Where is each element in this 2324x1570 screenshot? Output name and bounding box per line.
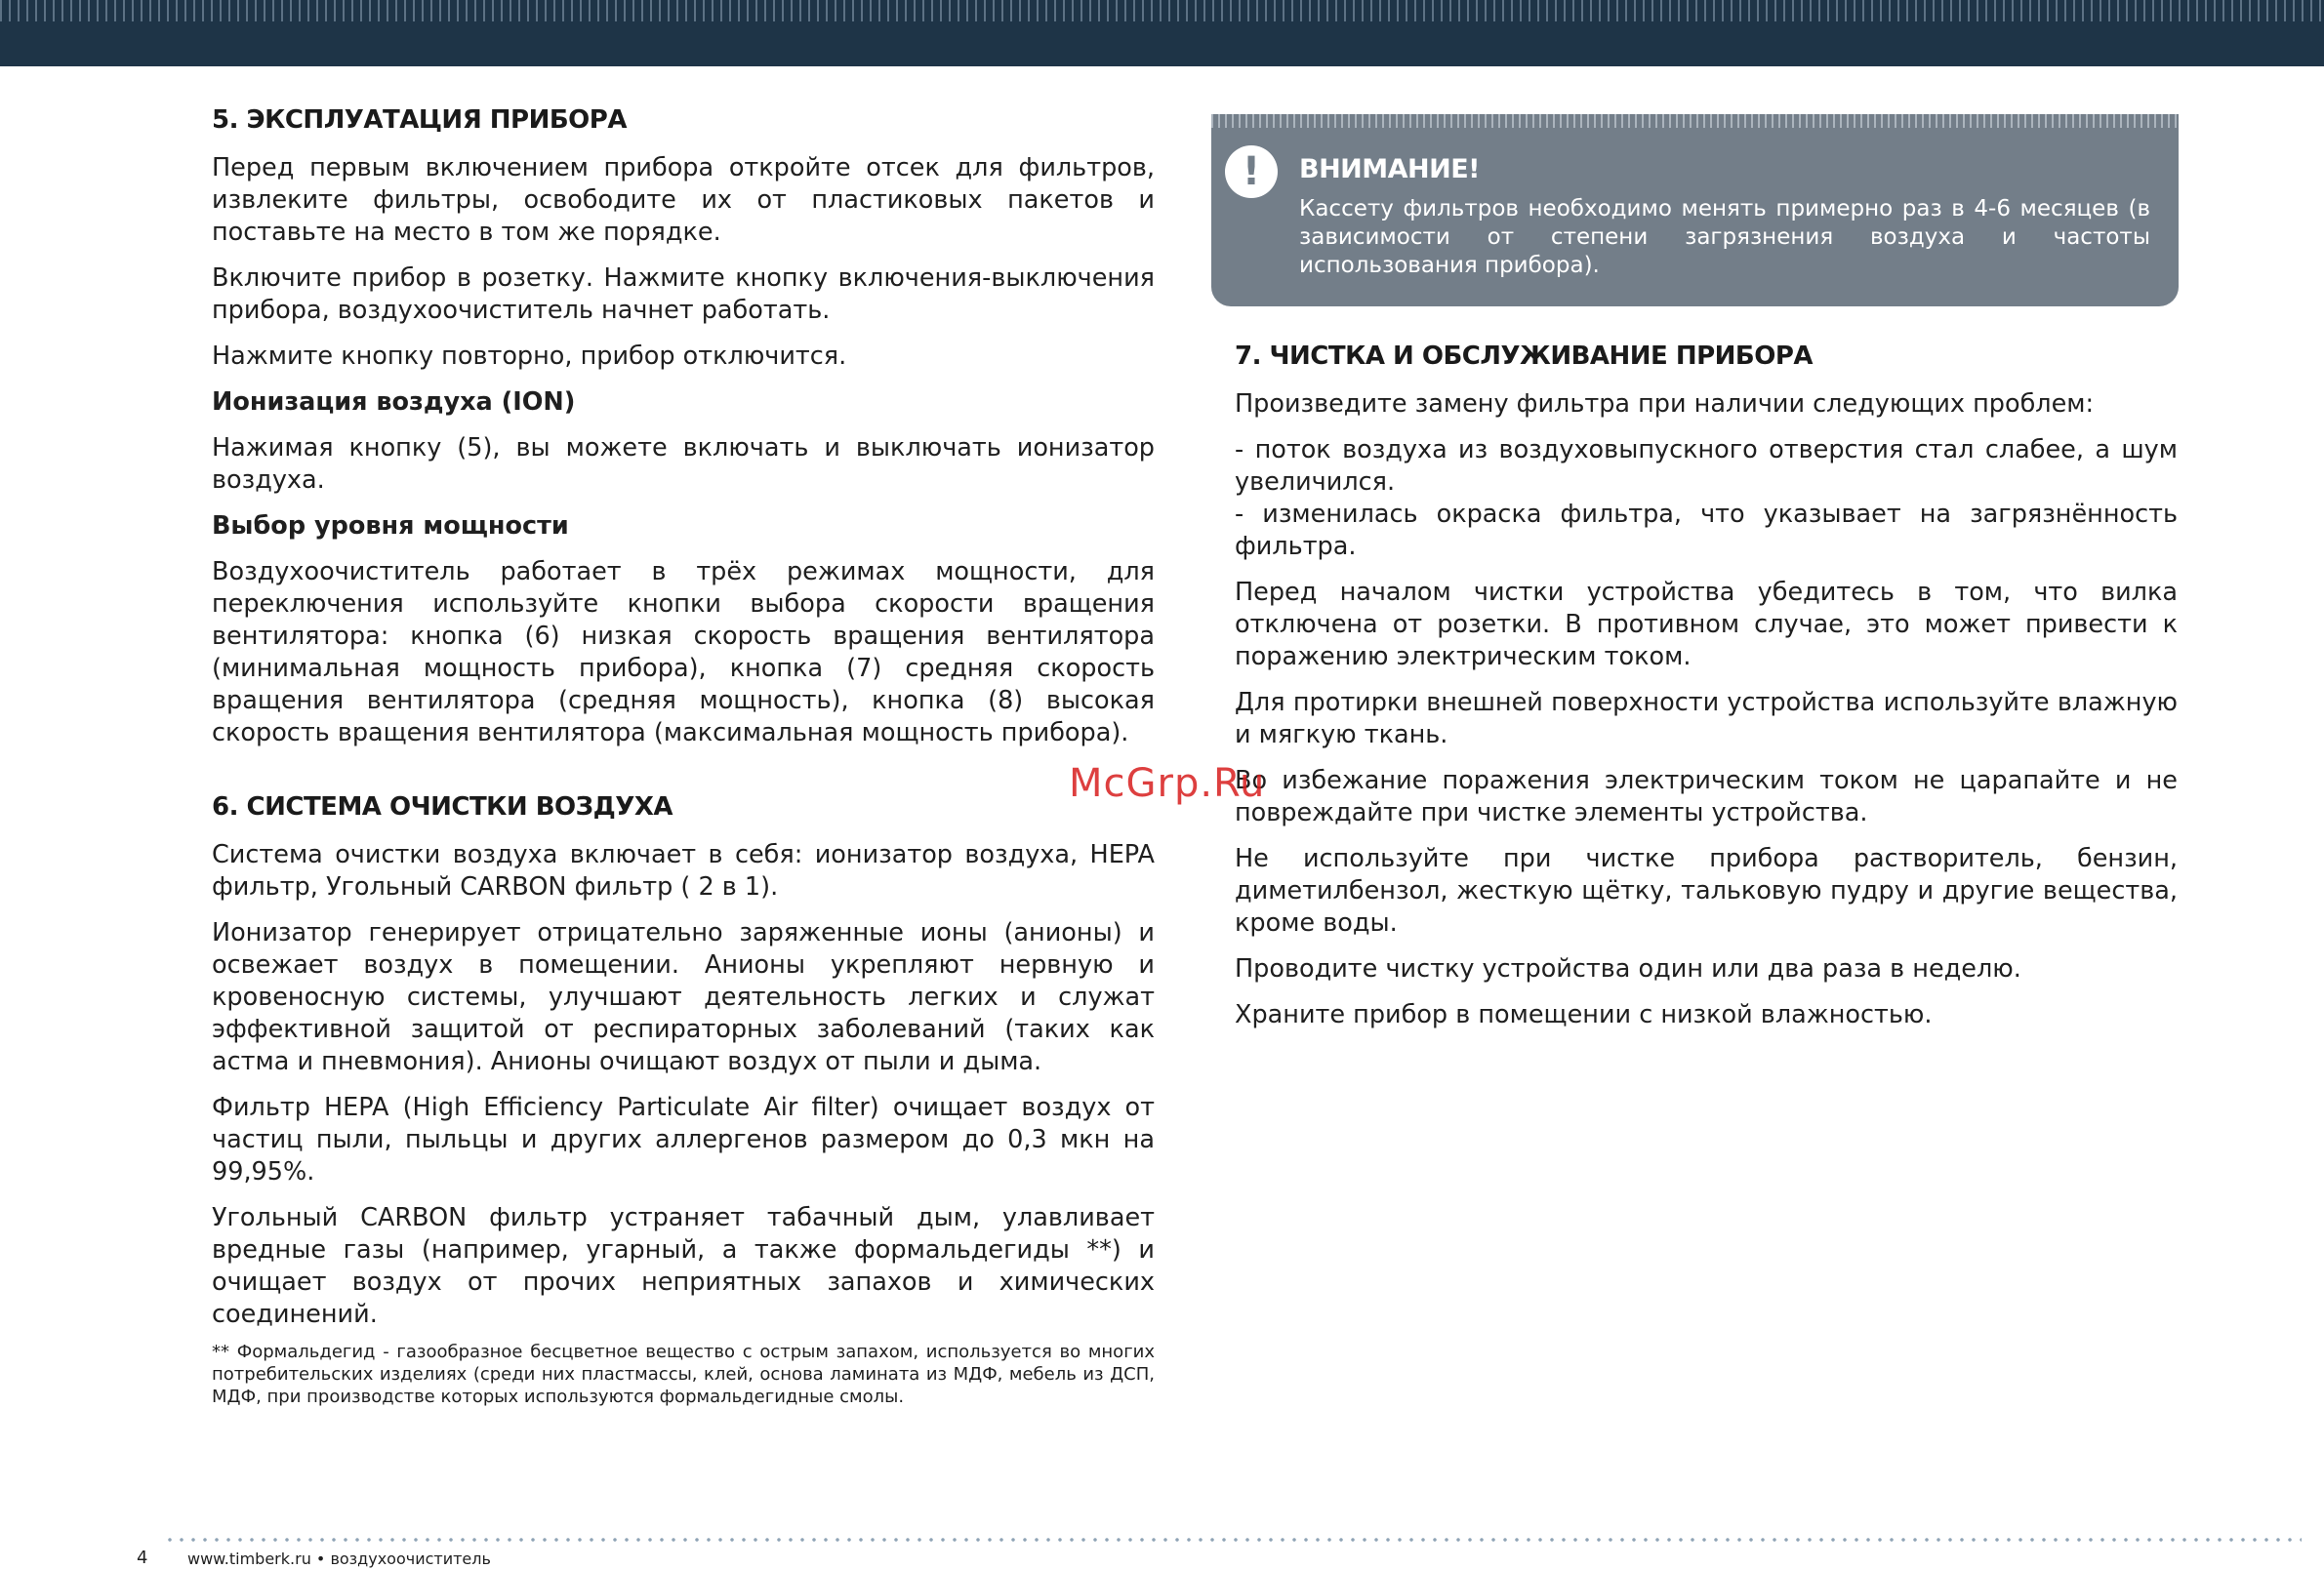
section-7-bullet-2: - изменилась окраска фильтра, что указывает на загрязнённость фильтра. bbox=[1235, 500, 2178, 561]
section-5-paragraph-3: Нажмите кнопку повторно, прибор отключится. bbox=[212, 342, 847, 371]
section-7-paragraph-3: Перед началом чистки устройства убедитесь в том, что вилка отключена от розетки. В противном случае, это может привести к поражению электрическим током. bbox=[1235, 578, 2178, 671]
section-5-paragraph-2: Включите прибор в розетку. Нажмите кнопку включения-выключения прибора, воздухоочиститель начнет работать. bbox=[212, 263, 1155, 325]
section-6-paragraph-3: Фильтр HEPA (High Efficiency Particulate Air filter) очищает воздух от частиц пыли, пыльцы и других аллергенов размером до 0,3 мкн на 99,95%. bbox=[212, 1093, 1155, 1187]
footnote: ** Формальдегид - газообразное бесцветное вещество с острым запахом, используется во многих потребительских изделиях (среди них пластмассы, клей, основа ламината из МДФ, мебель из ДСП, МДФ, при производстве которых используются формальдегидные смолы. bbox=[212, 1342, 1155, 1407]
section-7-paragraph-5: Во избежание поражения электрическим током не царапайте и не повреждайте при чистке элементы устройства. bbox=[1235, 766, 2178, 827]
section-6-paragraph-4: Угольный CARBON фильтр устраняет табачный дым, улавливает вредные газы (например, угарный, а также формальдегиды **) и очищает воздух от прочих неприятных запахов и химических соединений. bbox=[212, 1203, 1155, 1329]
power-paragraph: Воздухоочиститель работает в трёх режимах мощности, для переключения используйте кнопки выбора скорости вращения вентилятора: кнопка (6) низкая скорость вращения вентилятора (минимальная мощность прибора), кнопка (7) средняя скорость вращения вентилятора (средняя мощность), кнопка (8) высокая скорость вращения вентилятора (максимальная мощность прибора). bbox=[212, 557, 1155, 747]
power-subtitle: Выбор уровня мощности bbox=[212, 511, 569, 541]
section-6-title: 6. СИСТЕМА ОЧИСТКИ ВОЗДУХА bbox=[212, 792, 673, 822]
notice-text: Кассету фильтров необходимо менять примерно раз в 4-6 месяцев (в зависимости от степени загрязнения воздуха и частоты использования прибора). bbox=[1299, 196, 2150, 278]
warning-notice-box bbox=[1211, 114, 2179, 306]
footer-site-link[interactable]: www.timberk.ru • воздухоочиститель bbox=[187, 1550, 491, 1568]
left-column bbox=[212, 105, 1155, 1408]
section-5-title: 5. ЭКСПЛУАТАЦИЯ ПРИБОРА bbox=[212, 105, 627, 135]
section-7-paragraph-6: Не используйте при чистке прибора растворитель, бензин, диметилбензол, жесткую щётку, тальковую пудру и другие вещества, кроме воды. bbox=[1235, 844, 2178, 938]
section-7-title: 7. ЧИСТКА И ОБСЛУЖИВАНИЕ ПРИБОРА bbox=[1235, 342, 1814, 371]
ion-subtitle: Ионизация воздуха (ION) bbox=[212, 387, 576, 417]
section-7-paragraph-4: Для протирки внешней поверхности устройства используйте влажную и мягкую ткань. bbox=[1235, 688, 2178, 749]
section-7-paragraph-1: Произведите замену фильтра при наличии следующих проблем: bbox=[1235, 389, 2095, 419]
section-6-paragraph-1: Система очистки воздуха включает в себя: ионизатор воздуха, HEPA фильтр, Угольный CARBON фильтр ( 2 в 1). bbox=[212, 840, 1155, 902]
top-header-bar bbox=[0, 0, 2324, 66]
section-7-paragraph-7: Проводите чистку устройства один или два раза в неделю. bbox=[1235, 954, 2021, 984]
section-5-paragraph-1: Перед первым включением прибора откройте отсек для фильтров, извлеките фильтры, освободите их от пластиковых пакетов и поставьте на место в том же порядке. bbox=[212, 153, 1155, 247]
right-column bbox=[1235, 342, 2178, 1045]
header-tick-pattern bbox=[0, 0, 2324, 21]
exclamation-icon: ! bbox=[1225, 145, 1278, 198]
watermark: McGrp.Ru bbox=[1069, 761, 1266, 806]
section-6-paragraph-2: Ионизатор генерирует отрицательно заряженные ионы (анионы) и освежает воздух в помещении. Анионы укрепляют нервную и кровеносную системы, улучшают деятельность легких и служат эффективной защитой от респираторных заболеваний (таких как астма и пневмония). Анионы очищают воздух от пыли и дыма. bbox=[212, 918, 1155, 1076]
ion-paragraph: Нажимая кнопку (5), вы можете включать и выключать ионизатор воздуха. bbox=[212, 433, 1155, 495]
page-number: 4 bbox=[137, 1548, 148, 1568]
section-7-bullet-1: - поток воздуха из воздуховыпускного отверстия стал слабее, а шум увеличился. bbox=[1235, 435, 2178, 497]
section-7-paragraph-8: Храните прибор в помещении с низкой влажностью. bbox=[1235, 1000, 1933, 1029]
footer-dotted-divider bbox=[164, 1538, 2302, 1542]
notice-tick-pattern bbox=[1211, 114, 2179, 128]
notice-title: ВНИМАНИЕ! bbox=[1299, 154, 1480, 184]
